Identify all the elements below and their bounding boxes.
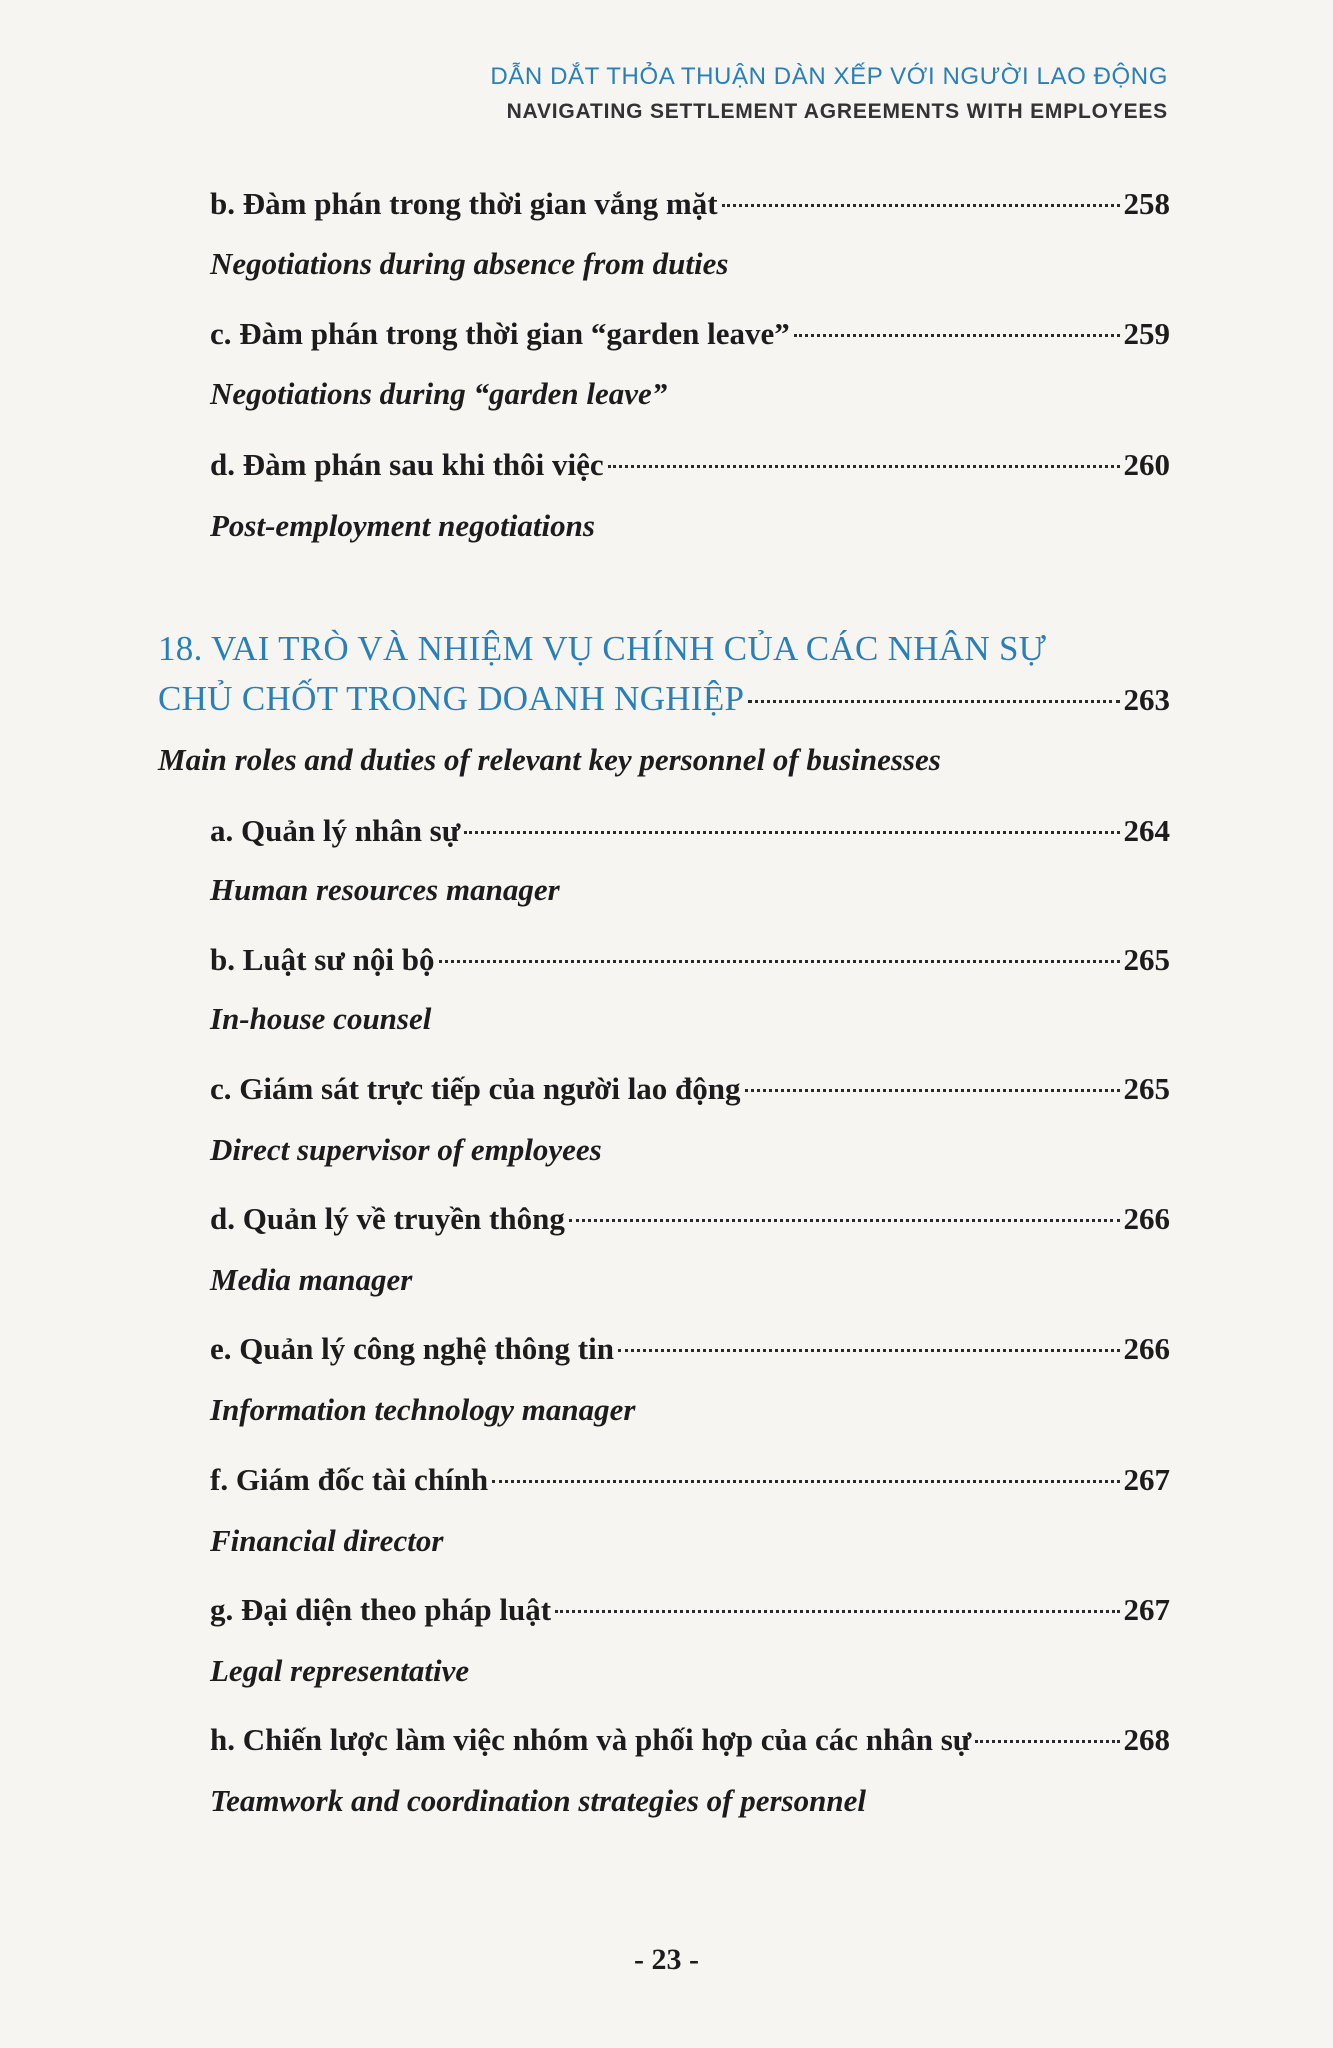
toc-entry-page: 266: [1123, 1331, 1170, 1366]
section-page: 263: [1123, 682, 1170, 717]
toc-entry: [0, 809, 1333, 853]
toc-entry: [0, 1067, 1333, 1111]
toc-entry: [0, 1718, 1333, 1762]
dot-leader: [794, 334, 1120, 337]
toc-entry-page: 267: [1123, 1592, 1170, 1627]
running-header-english: NAVIGATING SETTLEMENT AGREEMENTS WITH EMPLOYEES: [506, 100, 1168, 123]
dot-leader: [748, 700, 1119, 703]
toc-entry: [0, 1588, 1333, 1632]
toc-entry-english: Legal representative: [210, 1653, 470, 1688]
toc-entry-page: 259: [1123, 316, 1170, 351]
toc-entry-page: 260: [1123, 447, 1170, 482]
section-title-english: Main roles and duties of relevant key personnel of businesses: [158, 742, 941, 777]
toc-entry-page: 258: [1123, 186, 1170, 221]
toc-entry-label: c. Đàm phán trong thời gian “garden leave”: [210, 316, 790, 351]
toc-entry: [0, 1327, 1333, 1371]
toc-entry-label: a. Quản lý nhân sự: [210, 813, 461, 848]
toc-entry-english: Post-employment negotiations: [210, 508, 595, 543]
dot-leader: [492, 1480, 1119, 1483]
toc-entry-page: 265: [1123, 942, 1170, 977]
dot-leader: [975, 1740, 1119, 1743]
toc-entry-page: 264: [1123, 813, 1170, 848]
toc-entry-english: Negotiations during absence from duties: [210, 246, 729, 281]
toc-entry-english: Human resources manager: [210, 872, 560, 907]
section-title-row: [158, 676, 1170, 723]
toc-entry-label: d. Đàm phán sau khi thôi việc: [210, 447, 604, 482]
toc-entry-label: f. Giám đốc tài chính: [210, 1462, 489, 1497]
toc-entry-english: Financial director: [210, 1523, 444, 1558]
section-title-line2: CHỦ CHỐT TRONG DOANH NGHIỆP: [158, 679, 745, 718]
toc-entry-english: In-house counsel: [210, 1001, 432, 1036]
toc-entry-label: c. Giám sát trực tiếp của người lao động: [210, 1071, 741, 1106]
toc-entry-english: Information technology manager: [210, 1392, 636, 1427]
toc-entry-page: 266: [1123, 1201, 1170, 1236]
toc-entry-label: b. Đàm phán trong thời gian vắng mặt: [210, 186, 718, 221]
toc-entry-english: Negotiations during “garden leave”: [210, 376, 668, 411]
toc-entry: [0, 182, 1333, 226]
toc-entry-english: Teamwork and coordination strategies of personnel: [210, 1783, 866, 1818]
section-title-line1: 18. VAI TRÒ VÀ NHIỆM VỤ CHÍNH CỦA CÁC NHÂN SỰ: [158, 629, 1047, 668]
toc-entry-page: 267: [1123, 1462, 1170, 1497]
dot-leader: [618, 1349, 1120, 1352]
dot-leader: [439, 960, 1120, 963]
toc-entry-page: 265: [1123, 1071, 1170, 1106]
toc-entry: [0, 1197, 1333, 1241]
dot-leader: [722, 204, 1120, 207]
running-header: [490, 62, 1168, 126]
toc-entry-label: h. Chiến lược làm việc nhóm và phối hợp của các nhân sự: [210, 1722, 972, 1757]
toc-entry-page: 268: [1123, 1722, 1170, 1757]
toc-entry-label: e. Quản lý công nghệ thông tin: [210, 1331, 614, 1366]
page-number: - 23 -: [634, 1943, 699, 1976]
toc-entry-english: Direct supervisor of employees: [210, 1132, 602, 1167]
toc-entry: [0, 938, 1333, 982]
toc-entry-label: b. Luật sư nội bộ: [210, 942, 435, 977]
toc-entry: [0, 312, 1333, 356]
dot-leader: [464, 831, 1119, 834]
toc-entry-english: Media manager: [210, 1262, 413, 1297]
toc-entry: [0, 1458, 1333, 1502]
toc-entry-label: g. Đại diện theo pháp luật: [210, 1592, 552, 1627]
dot-leader: [569, 1219, 1120, 1222]
dot-leader: [608, 465, 1120, 468]
toc-entry-label: d. Quản lý về truyền thông: [210, 1201, 565, 1236]
toc-entry: [0, 443, 1333, 487]
dot-leader: [555, 1610, 1119, 1613]
running-header-vietnamese: DẪN DẮT THỎA THUẬN DÀN XẾP VỚI NGƯỜI LAO ĐỘNG: [490, 63, 1168, 90]
dot-leader: [745, 1089, 1120, 1092]
